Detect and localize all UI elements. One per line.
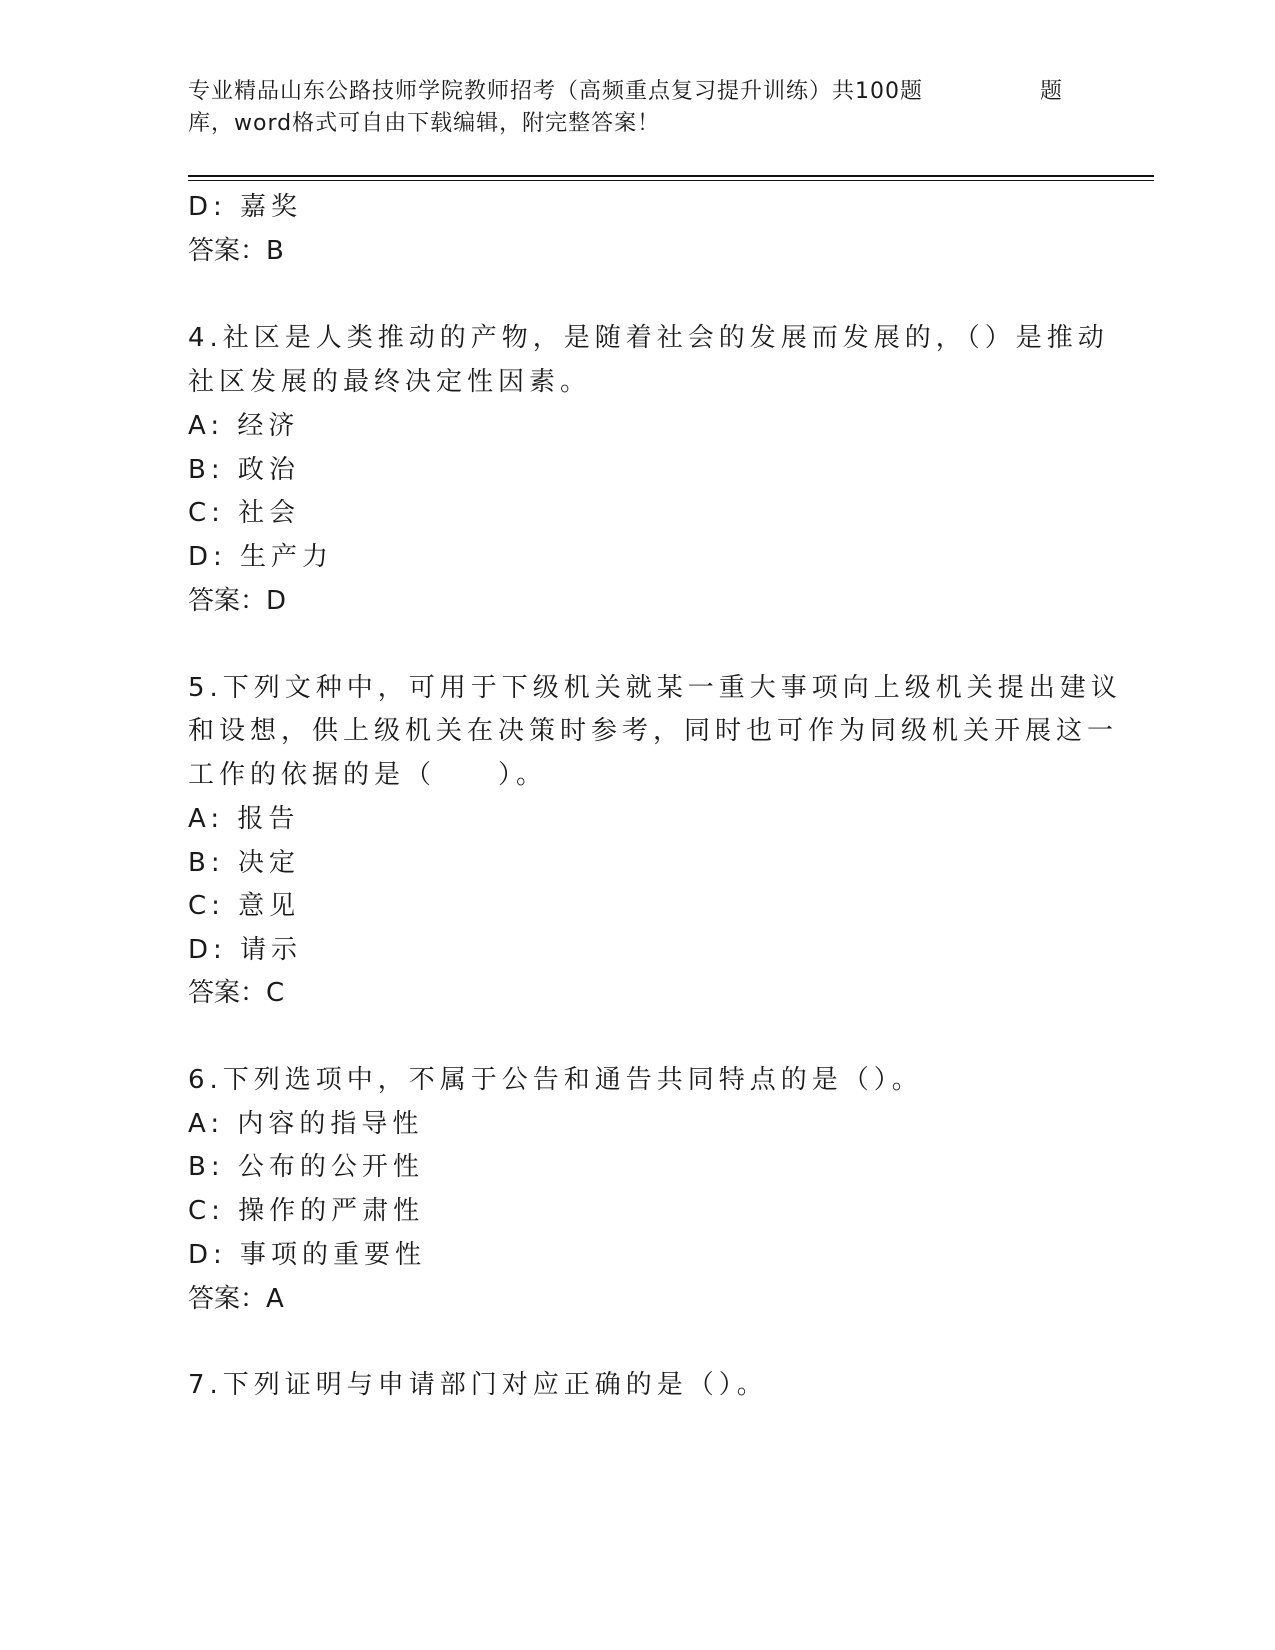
q5-stem-line2: 和设想，供上级机关在决策时参考，同时也可作为同级机关开展这一 bbox=[188, 716, 1119, 746]
header-rule-thick bbox=[188, 175, 1154, 177]
prev-answer: 答案：B bbox=[188, 236, 284, 266]
header-rule-thin bbox=[188, 180, 1154, 181]
q4-answer: 答案：D bbox=[188, 586, 287, 616]
q4-option-b: B: 政治 bbox=[188, 455, 300, 485]
q5-answer: 答案：C bbox=[188, 978, 285, 1008]
q5-option-b: B: 决定 bbox=[188, 848, 300, 878]
q6-option-c: C: 操作的严肃性 bbox=[188, 1196, 425, 1226]
q5-option-d: D: 请示 bbox=[188, 935, 303, 965]
q5-stem-line3: 工作的依据的是（ ）。 bbox=[188, 760, 548, 790]
q6-option-b: B: 公布的公开性 bbox=[188, 1152, 424, 1182]
q6-answer: 答案：A bbox=[188, 1284, 284, 1314]
header-title-line1: 专业精品山东公路技师学院教师招考（高频重点复习提升训练）共100题 bbox=[188, 79, 923, 104]
header-title-tail: 题 bbox=[1040, 79, 1063, 104]
q6-option-d: D: 事项的重要性 bbox=[188, 1240, 427, 1270]
q6-stem-line1: 6.下列选项中，不属于公告和通告共同特点的是（）。 bbox=[188, 1065, 923, 1095]
prev-option-d: D: 嘉奖 bbox=[188, 192, 303, 222]
q5-option-c: C: 意见 bbox=[188, 891, 301, 921]
q7-stem-line1: 7.下列证明与申请部门对应正确的是（）。 bbox=[188, 1370, 768, 1400]
header-title-line2: 库，word格式可自由下载编辑，附完整答案！ bbox=[188, 111, 661, 136]
q5-option-a: A: 报告 bbox=[188, 804, 300, 834]
q4-option-d: D: 生产力 bbox=[188, 542, 334, 572]
q4-option-c: C: 社会 bbox=[188, 498, 301, 528]
q4-option-a: A: 经济 bbox=[188, 411, 300, 441]
q4-stem-line2: 社区发展的最终决定性因素。 bbox=[188, 367, 592, 397]
q6-option-a: A: 内容的指导性 bbox=[188, 1109, 424, 1139]
q4-stem-line1: 4.社区是人类推动的产物，是随着社会的发展而发展的，（）是推动 bbox=[188, 323, 1109, 353]
q5-stem-line1: 5.下列文种中，可用于下级机关就某一重大事项向上级机关提出建议 bbox=[188, 673, 1122, 703]
